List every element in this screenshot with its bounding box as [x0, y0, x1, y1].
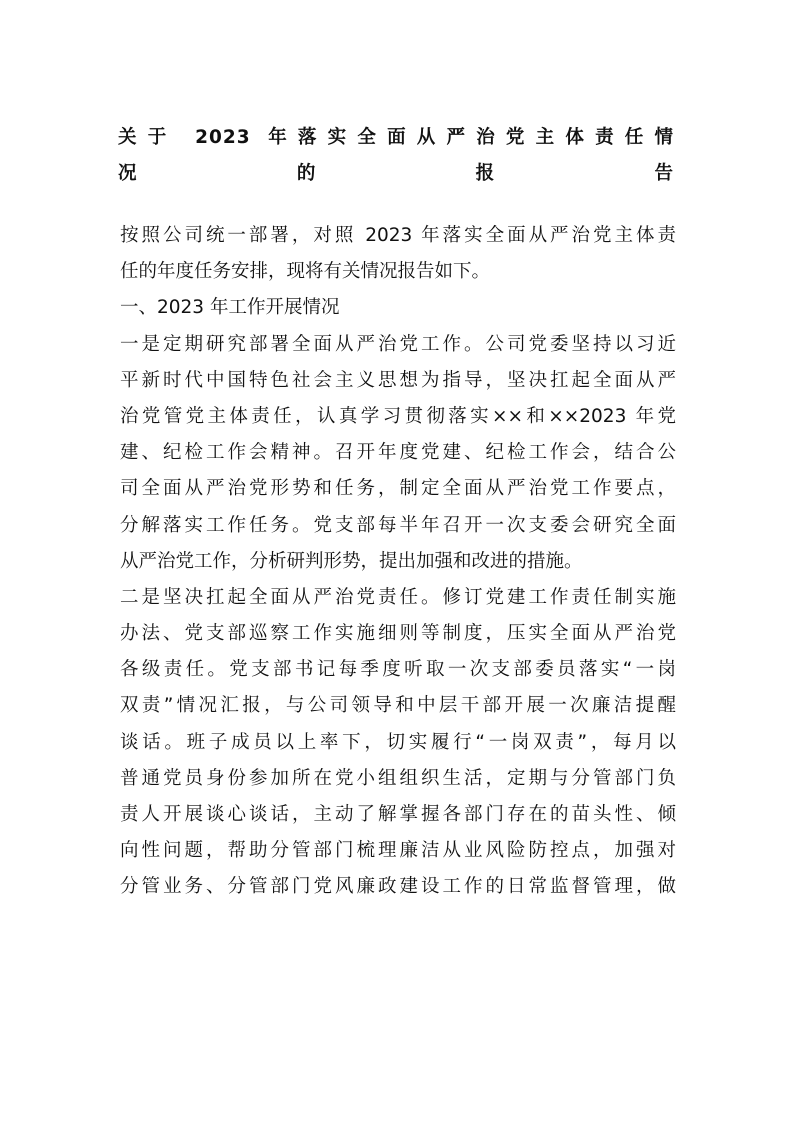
paragraph-line: 向性问题，帮助分管部门梳理廉洁从业风险防控点，加强对 [120, 840, 676, 862]
paragraph-line: 二是坚决扛起全面从严治党责任。修订党建工作责任制实施 [120, 586, 676, 608]
paragraph-line: 双责”情况汇报，与公司领导和中层干部开展一次廉洁提醒 [120, 695, 676, 717]
paragraph-line: 责人开展谈心谈话，主动了解掌握各部门存在的苗头性、倾 [120, 804, 676, 825]
paragraph-line: 谈话。班子成员以上率下，切实履行“一岗双责”，每月以 [120, 731, 676, 753]
paragraph-line: 治党管党主体责任，认真学习贯彻落实××和××2023 年党 [120, 405, 676, 427]
paragraph-line: 一是定期研究部署全面从严治党工作。公司党委坚持以习近 [120, 333, 676, 355]
paragraph-line: 建、纪检工作会精神。召开年度党建、纪检工作会，结合公 [120, 442, 676, 464]
document-body [120, 218, 676, 906]
document-title [118, 120, 674, 192]
paragraph-line: 各级责任。党支部书记每季度听取一次支部委员落实“一岗 [120, 659, 676, 681]
paragraph-line: 分解落实工作任务。党支部每半年召开一次支委会研究全面 [120, 514, 676, 536]
paragraph-line: 普通党员身份参加所在党小组组织生活，定期与分管部门负 [120, 767, 676, 789]
paragraph-line: 任的年度任务安排，现将有关情况报告如下。 [120, 261, 491, 283]
title-line-1: 关于 2023 年落实全面从严治党主体责任情 [118, 127, 674, 148]
paragraph-line: 平新时代中国特色社会主义思想为指导，坚决扛起全面从严 [120, 369, 676, 391]
paragraph-line: 分管业务、分管部门党风廉政建设工作的日常监督管理，做 [120, 876, 676, 898]
section-heading: 一、2023 年工作开展情况 [120, 297, 340, 319]
paragraph-line: 司全面从严治党形势和任务，制定全面从严治党工作要点， [120, 478, 676, 500]
paragraph-line: 从严治党工作，分析研判形势，提出加强和改进的措施。 [120, 550, 583, 572]
paragraph-line: 按照公司统一部署，对照 2023 年落实全面从严治党主体责 [120, 225, 676, 246]
title-line-2: 况的报告 [118, 163, 674, 185]
paragraph-line: 办法、党支部巡察工作实施细则等制度，压实全面从严治党 [120, 623, 676, 645]
